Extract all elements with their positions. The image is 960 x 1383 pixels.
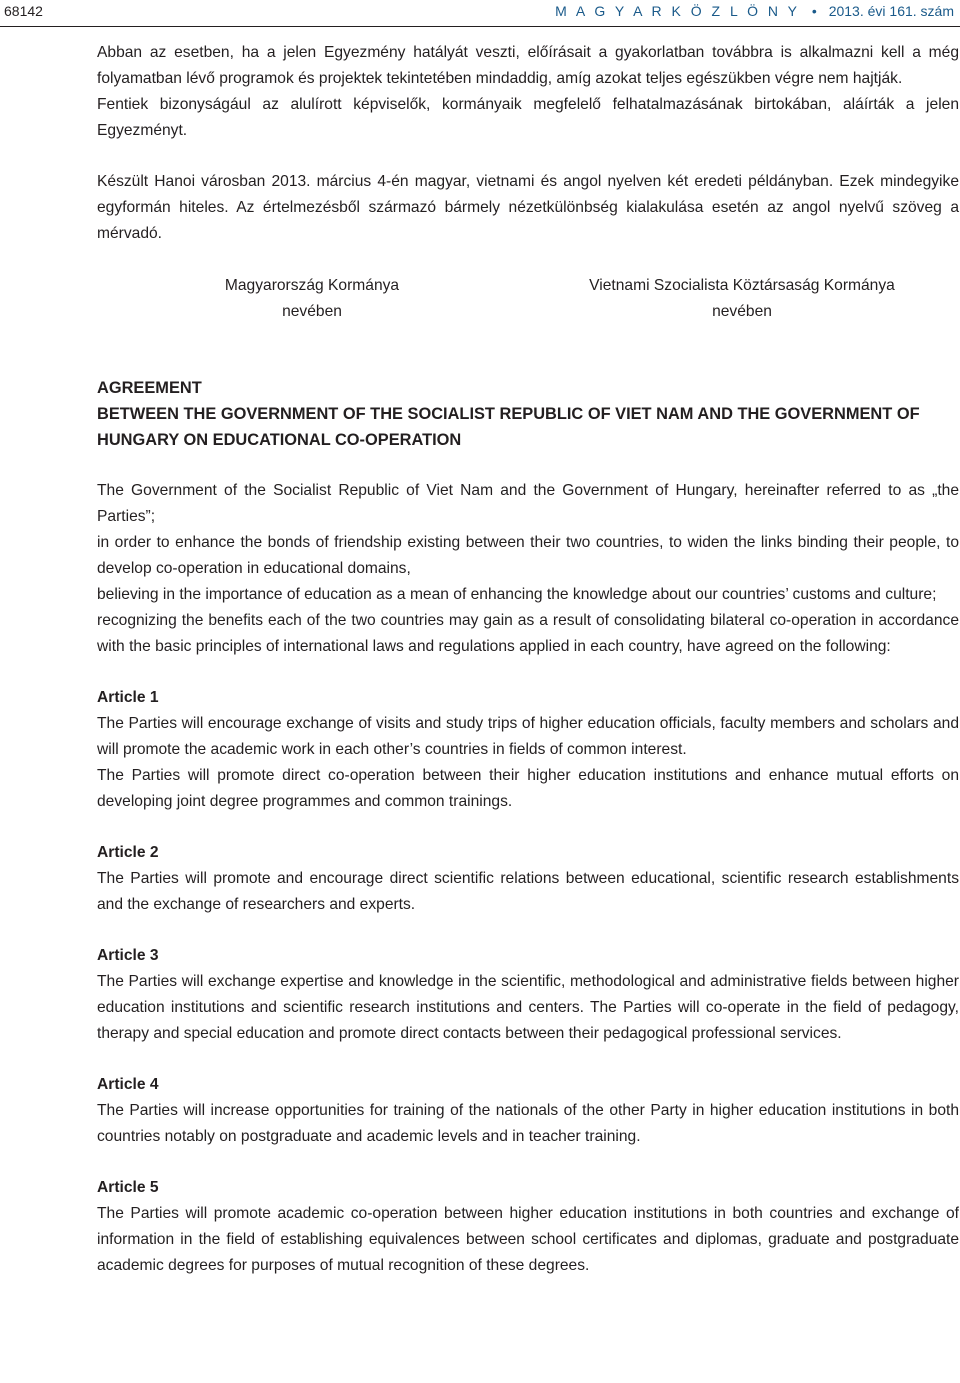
header-separator: • xyxy=(811,3,817,19)
article-paragraph: The Parties will promote and encourage direct scientific relations between educational, scientific research establishments and the exchange of researchers and experts. xyxy=(97,870,959,913)
hungarian-paragraph-3: Készült Hanoi városban 2013. március 4-én magyar, vietnami és angol nyelven két eredeti példányban. Ezek mindegyike egyformán hiteles. Az értelmezésből származó bármely nézetkülönbség kialakulása esetén az angol nyelvű szöveg a mérvadó. xyxy=(97,173,959,242)
article-paragraph: The Parties will encourage exchange of visits and study trips of higher education officials, faculty members and scholars and will promote the academic work in each other’s countries in fields of common interest. xyxy=(97,715,959,758)
preamble xyxy=(97,478,959,660)
agreement-title-line2: BETWEEN THE GOVERNMENT OF THE SOCIALIST REPUBLIC OF VIET NAM AND THE GOVERNMENT OF HUNGARY ON EDUCATIONAL CO-OPERATION xyxy=(97,405,920,449)
hungarian-paragraph-2: Fentiek bizonyságául az alulírott képviselők, kormányaik megfelelő felhatalmazásának birtokában, aláírták a jelen Egyezményt. xyxy=(97,96,959,139)
signature-vietnam-line2: nevében xyxy=(712,303,772,320)
document-body xyxy=(97,40,959,1279)
preamble-paragraph: recognizing the benefits each of the two countries may gain as a result of consolidating bilateral co-operation in accordance with the basic principles of international laws and regulations applied in each country, have agreed on the following: xyxy=(97,612,959,655)
signature-vietnam xyxy=(582,273,902,325)
journal-title: M A G Y A R K Ö Z L Ö N Y xyxy=(555,3,801,19)
article-2 xyxy=(97,840,959,918)
article-heading: Article 3 xyxy=(97,947,159,964)
page-number: 68142 xyxy=(4,3,43,19)
article-5 xyxy=(97,1175,959,1279)
article-paragraph: The Parties will promote academic co-operation between higher education institutions in both countries and exchange of information in the field of establishing equivalences between school certificates and diplomas, graduate and postgraduate academic degrees for purposes of mutual recognition of these degrees. xyxy=(97,1205,959,1274)
article-paragraph: The Parties will increase opportunities for training of the nationals of the other Party in higher education institutions in both countries notably on postgraduate and academic levels and in teacher training. xyxy=(97,1102,959,1145)
preamble-paragraph: in order to enhance the bonds of friendship existing between their two countries, to widen the links binding their people, to develop co-operation in educational domains, xyxy=(97,534,959,577)
article-4 xyxy=(97,1072,959,1150)
hungarian-paragraph-1: Abban az esetben, ha a jelen Egyezmény hatályát veszti, előírásait a gyakorlatban továbbra is alkalmazni kell a még folyamatban lévő programok és projektek tekintetében mindaddig, amíg azokat teljes egészükben végre nem hajtják. xyxy=(97,44,959,87)
signature-hungary-line2: nevében xyxy=(282,303,342,320)
agreement-title-line1: AGREEMENT xyxy=(97,379,202,397)
article-paragraph: The Parties will promote direct co-operation between their higher education institutions and enhance mutual efforts on developing joint degree programmes and common trainings. xyxy=(97,767,959,810)
issue-number: 2013. évi 161. szám xyxy=(828,3,954,19)
article-heading: Article 4 xyxy=(97,1076,159,1093)
article-1 xyxy=(97,685,959,815)
signature-vietnam-line1: Vietnami Szocialista Köztársaság Kormánya xyxy=(589,277,895,294)
article-heading: Article 5 xyxy=(97,1179,159,1196)
article-paragraph: The Parties will exchange expertise and knowledge in the scientific, methodological and administrative fields between higher education institutions and scientific research institutions and centers. The Parties will co-operate in the field of pedagogy, therapy and special education and promote direct contacts between their pedagogical professional services. xyxy=(97,973,959,1042)
page-header xyxy=(0,0,960,27)
article-heading: Article 1 xyxy=(97,689,159,706)
preamble-paragraph: believing in the importance of education as a mean of enhancing the knowledge about our countries’ customs and culture; xyxy=(97,586,937,603)
signature-block xyxy=(97,273,959,325)
article-heading: Article 2 xyxy=(97,844,159,861)
signature-hungary-line1: Magyarország Kormánya xyxy=(224,277,400,294)
article-3 xyxy=(97,943,959,1047)
agreement-title xyxy=(97,375,959,453)
journal-info xyxy=(555,3,954,19)
signature-hungary xyxy=(217,273,407,325)
preamble-paragraph: The Government of the Socialist Republic of Viet Nam and the Government of Hungary, hereinafter referred to as „the Parties”; xyxy=(97,482,959,525)
